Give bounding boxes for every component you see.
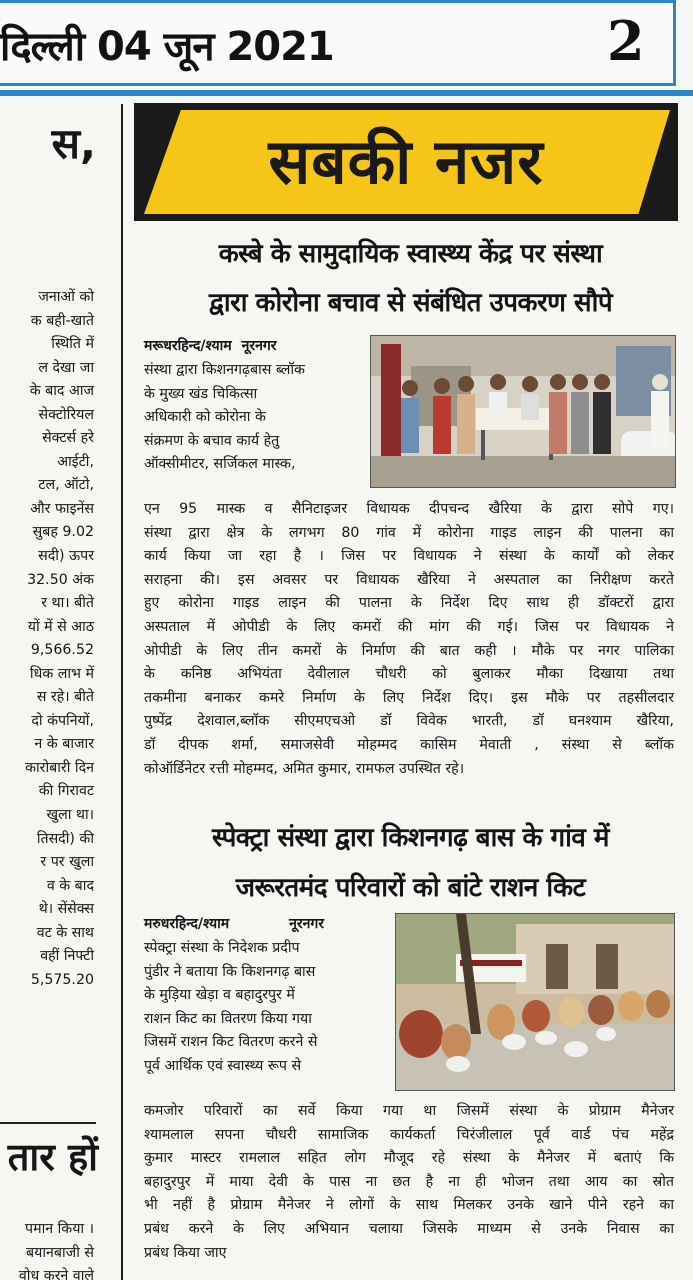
- text-line: सेक्टर्स हरे: [42, 430, 94, 447]
- text-line: बहादुरपुर में माया देवी के पास ना छत है ना ही भोजन तथा आय का स्रोत: [144, 1173, 674, 1190]
- text-line: कमजोर परिवारों का सर्वे किया गया था जिसमें संस्था के प्रोग्राम मैनेजर: [144, 1103, 674, 1119]
- story1-photo-illustration: [371, 336, 676, 488]
- text-line: खुला था।: [46, 807, 94, 824]
- left-column-clipped: [0, 100, 100, 1280]
- story1-byline: [144, 336, 276, 355]
- text-line: स रहे। बीते: [36, 689, 94, 706]
- text-line: वट के साथ: [36, 924, 94, 941]
- byline-source: मरुधरहिन्द/श्याम: [144, 916, 230, 932]
- text-line: सुबह 9.02: [32, 524, 94, 541]
- story1-headline-line1: कस्बे के सामुदायिक स्वास्थ्य केंद्र पर संस्था: [218, 239, 603, 269]
- text-line: यों में से आठ: [27, 618, 94, 635]
- story2-headline-line2: जरूरतमंद परिवारों को बांटे राशन किट: [235, 873, 586, 903]
- text-line: 32.50 अंक: [27, 571, 94, 588]
- text-line: कोऑर्डिनेटर रत्ती मोहम्मद, अमित कुमार, रामफल उपस्थित रहे।: [144, 760, 465, 777]
- text-line: वोध करने वाले: [18, 1268, 94, 1280]
- section-title: सबकी नजर: [268, 125, 544, 198]
- text-line: स्थिति में: [51, 336, 94, 353]
- story2-photo: [395, 913, 675, 1091]
- byline-place: नूरनगर: [289, 916, 324, 932]
- text-line: सदी) ऊपर: [38, 548, 94, 565]
- text-line: के बाद आज: [29, 383, 94, 400]
- text-line: के मुड़िया खेड़ा व बहादुरपुर में: [144, 987, 295, 1004]
- text-line: व के बाद: [46, 877, 94, 894]
- page-header: [0, 0, 676, 86]
- section-banner: [134, 103, 678, 221]
- header-rule: [0, 90, 693, 96]
- text-line: कार्य किया जा रहा है । जिस पर विधायक ने संस्था के कार्यों को लेकर: [144, 548, 674, 565]
- story2-photo-illustration: [396, 914, 675, 1091]
- text-line: की गिरावट: [38, 783, 94, 800]
- story2-body-wide: [144, 1100, 674, 1265]
- text-line: न के बाजार: [34, 736, 94, 753]
- column-rule: [121, 104, 123, 1280]
- story1-body-narrow: [144, 359, 305, 477]
- byline-source: मरूधरहिन्द/श्याम: [144, 338, 232, 354]
- byline-place: नूरनगर: [241, 338, 277, 354]
- text-line: और फाइनेंस: [30, 500, 94, 517]
- text-line: जिसमें राशन किट वितरण करने से: [144, 1034, 318, 1051]
- story1-body-wide: [144, 498, 674, 781]
- text-line: र था। बीते: [41, 595, 94, 612]
- text-line: एन 95 मास्क व सैनिटाइजर विधायक दीपचन्द खैरिया के द्वारा सोपे गए।: [144, 501, 674, 517]
- text-line: पमान किया ।: [25, 1221, 94, 1237]
- text-line: बयानबाजी से: [26, 1244, 94, 1261]
- text-line: अधिकारी को कोरोना के: [144, 409, 266, 426]
- story2-headline-line1: स्पेक्ट्रा संस्था द्वारा किशनगढ़ बास के गांव में: [212, 823, 609, 853]
- text-line: कुमार मास्टर रामलाल सहित लोग मौजूद रहे संस्था के मैनेजर में बताएं कि: [144, 1150, 674, 1167]
- text-line: वहीं निफ्टी: [40, 948, 94, 965]
- text-line: अस्पताल में ओपीडी के लिए कमरों की मांग की गई। जिस पर विधायक ने: [144, 618, 674, 635]
- story1-headline-line2: द्वारा कोरोना बचाव से संबंधित उपकरण सौपे: [208, 288, 613, 318]
- text-line: ऑक्सीमीटर, सर्जिकल मास्क,: [144, 456, 296, 473]
- text-line: पूर्व आर्थिक एवं स्वास्थ्य रूप से: [144, 1057, 302, 1074]
- text-line: सेक्टोरियल: [38, 406, 94, 423]
- text-line: प्रबंध किया जाए: [144, 1244, 227, 1261]
- text-line: के कनिष्ठ अभियंता देवीलाल चौधरी को बुलाकर मौका दिखाया तथा: [144, 666, 674, 683]
- text-line: प्रबंध करने के लिए अभियान चलाया जिसके माध्यम से उनके निवास का: [144, 1220, 674, 1237]
- text-line: कारोबारी दिन: [25, 759, 94, 776]
- text-line: हुए कोरोना गाइड लाइन की पालना के निर्देश दिए साथ ही डॉक्टरों द्वारा: [144, 595, 674, 612]
- text-line: जनाओं को: [38, 289, 94, 305]
- text-line: राशन किट का वितरण किया गया: [144, 1010, 312, 1027]
- story2-body-narrow: [144, 937, 317, 1079]
- text-line: के मुख्य खंड चिकित्सा: [144, 385, 258, 402]
- text-line: पुंडीर ने बताया कि किशनगढ़ बास: [144, 963, 316, 980]
- story1-photo: [370, 335, 676, 488]
- left-column-text-2: [19, 1218, 94, 1280]
- text-line: धिक लाभ में: [29, 665, 94, 682]
- text-line: र पर खुला: [40, 854, 94, 871]
- text-line: ल देखा जा: [38, 359, 94, 376]
- text-line: आईटी,: [57, 453, 94, 470]
- text-line: थे। सेंसेक्स: [38, 901, 94, 918]
- text-line: संस्था द्वारा किशनगढ़बास ब्लॉक: [144, 362, 305, 378]
- text-line: भी नहीं है प्रोग्राम मैनेजर ने लोगों के साथ मिलकर उनके खाने पीने रहने का: [144, 1197, 674, 1214]
- text-line: 5,575.20: [30, 971, 94, 988]
- page-number: 2: [607, 9, 645, 73]
- text-line: डॉ दीपक शर्मा, समाजसेवी मोहम्मद कासिम मेवाती , संस्था से ब्लॉक: [144, 736, 674, 753]
- text-line: स्पेक्ट्रा संस्था के निदेशक प्रदीप: [144, 940, 300, 956]
- text-line: ओपीडी के लिए तीन कमरों के निर्माण की बात कही । मौके पर नगर पालिका: [144, 642, 674, 659]
- text-line: टल, ऑटो,: [38, 477, 94, 494]
- text-line: संस्था द्वारा क्षेत्र के लगभग 80 गांव में कोरोना गाइड लाइन की पालना का: [144, 524, 674, 541]
- text-line: तकमीना बनाकर कमरे निर्माण के लिए निर्देश दिए। इस मौके पर तहसीलदार: [144, 689, 674, 706]
- text-line: पुष्पेंद्र देशवाल,ब्लॉक सीएमएचओ डॉ विवेक भारती, डॉ घनश्याम खैरिया,: [144, 713, 674, 730]
- story2-byline: [144, 914, 324, 933]
- text-line: तिसदी) की: [36, 830, 94, 847]
- left-headline2-fragment: तार हों: [7, 1135, 98, 1179]
- text-line: सराहना की। इस अवसर पर विधायक खैरिया ने अस्पताल का निरीक्षण करते: [144, 571, 674, 588]
- text-line: दो कंपनियों,: [31, 712, 94, 729]
- text-line: श्यामलाल सपना चौधरी सामाजिक कार्यकर्ता चिरंजीलाल पूर्व वार्ड पंच महेंद्र: [144, 1126, 674, 1143]
- left-column-text: [25, 286, 94, 992]
- text-line: संक्रमण के बचाव कार्य हेतु: [144, 432, 280, 449]
- text-line: 9,566.52: [30, 642, 94, 659]
- left-column-divider: [0, 1122, 96, 1124]
- left-headline-fragment: स,: [51, 119, 96, 168]
- edition-date: दिल्ली 04 जून 2021: [0, 24, 334, 70]
- text-line: क बही-खाते: [30, 312, 94, 329]
